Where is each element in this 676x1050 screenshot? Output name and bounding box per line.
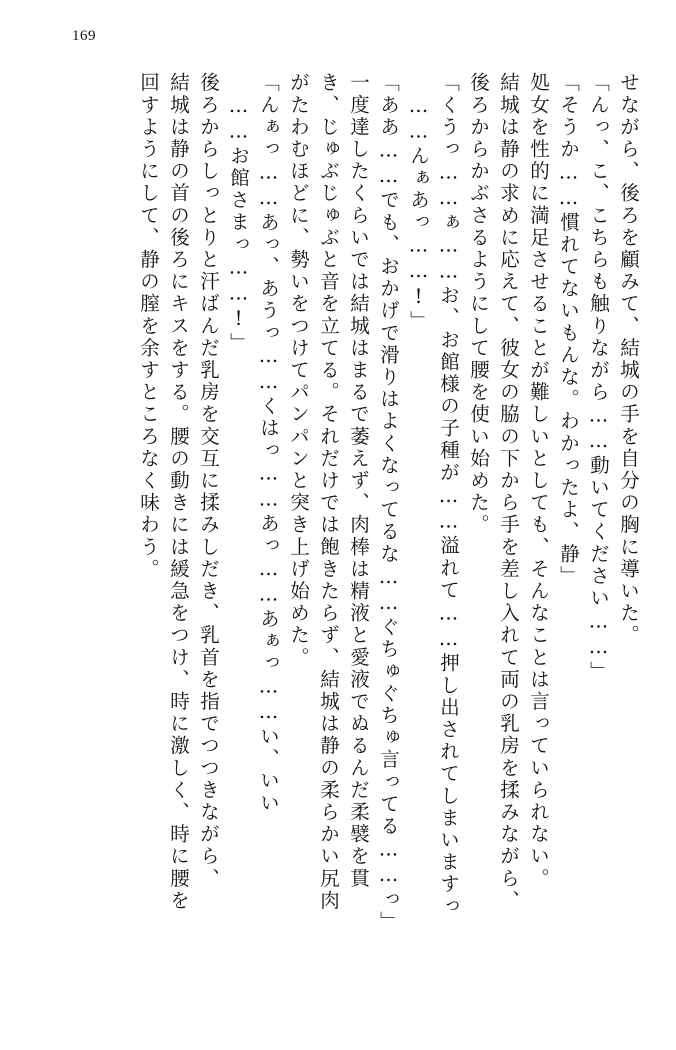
text-line: 後ろからかぶさるようにして腰を使い始めた。 <box>467 72 490 537</box>
text-line: き、じゅぶじゅぶと音を立てる。それだけでは飽きたらず、結城は静の柔らかい尻肉 <box>317 72 340 912</box>
text-line: 「んぁっ……あっ、あうっ……くはっ……あっ……あぁっ……い、いい <box>257 72 280 815</box>
text-line: ……お館さまっ……!」 <box>227 94 250 355</box>
text-line: 「そうか……慣れてないもんな。わかったよ、静」 <box>557 72 580 588</box>
text-line: 結城は静の首の後ろにキスをする。腰の動きには緩急をつけ、時に激しく、時に腰を <box>167 72 190 912</box>
text-line: 「くうっ……ぁ……お、お館様の子種が……溢れて……押し出されてしまいますっ <box>437 72 460 918</box>
text-line: 後ろからしっとりと汗ばんだ乳房を交互に揉みしだき、乳首を指でつつきながら、 <box>197 72 220 890</box>
text-line: 処女を性的に満足させることが難しいとしても、そんなことは言っていられない。 <box>527 72 550 890</box>
text-line: せながら、後ろを顧みて、結城の手を自分の胸に導いた。 <box>617 72 640 647</box>
text-line: 結城は静の求めに応えて、彼女の脇の下から手を差し入れて両の乳房を揉みながら、 <box>497 72 520 912</box>
text-line: 一度達したくらいでは結城はまるで萎えず、肉棒は精液と愛液でぬるんだ柔襞を貫 <box>347 72 370 890</box>
text-line: 「んっ、こ、こちらも触りながら……動いてください……」 <box>587 72 610 683</box>
text-line: ……んぁあっ……!」 <box>407 94 430 333</box>
text-line: 回すようにして、静の膣を余すところなく味わう。 <box>137 72 160 581</box>
text-line: がたわむほどに、勢いをつけてパンパンと突き上げ始めた。 <box>287 72 310 669</box>
vertical-text-body <box>38 72 638 1002</box>
page-number: 169 <box>72 28 96 44</box>
text-line: 「ああ……でも、おかげで滑りはよくなってるな……ぐちゅぐちゅ言ってる……っ」 <box>377 72 400 933</box>
